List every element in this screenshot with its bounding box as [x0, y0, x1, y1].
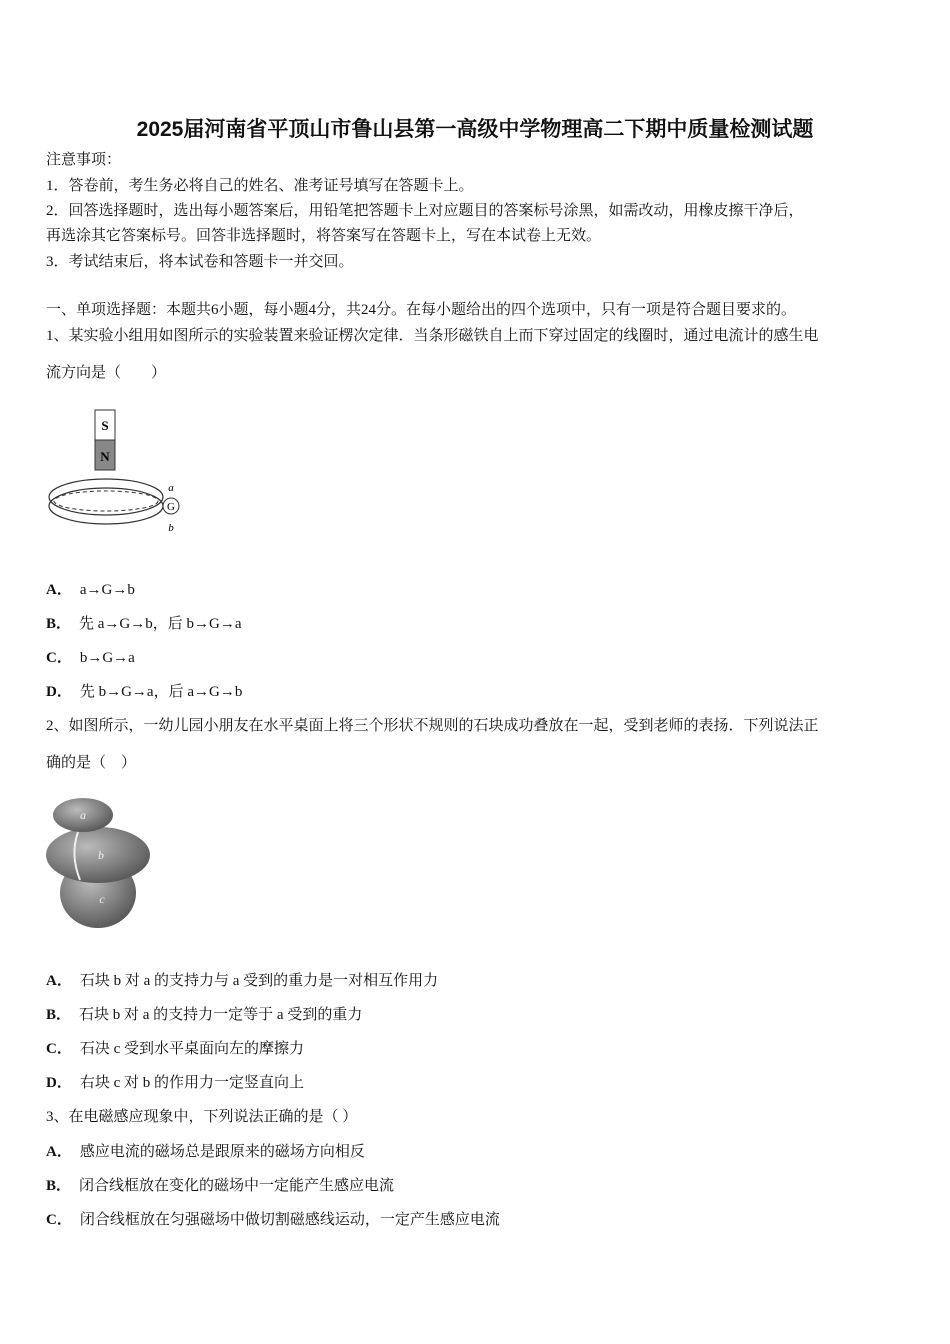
question-1-text: 流方向是（ ） — [46, 365, 167, 381]
option-3c[interactable] — [46, 1210, 500, 1230]
option-3a[interactable] — [46, 1142, 365, 1162]
option-text: 石块 b 对 a 的支持力与 a 受到的重力是一对相互作用力 — [79, 973, 439, 989]
option-text: 石块 b 对 a 的支持力一定等于 a 受到的重力 — [79, 1007, 363, 1023]
option-1c[interactable] — [46, 648, 135, 668]
option-label: B． — [46, 1178, 72, 1194]
option-label: B． — [46, 1007, 72, 1023]
option-label: C． — [46, 1212, 72, 1228]
option-label: D． — [46, 1075, 72, 1091]
point-a-label: a — [168, 482, 174, 494]
option-label: D． — [46, 684, 72, 700]
option-label: A． — [46, 1144, 72, 1160]
option-text: 感应电流的磁场总是跟原来的磁场方向相反 — [79, 1144, 365, 1160]
question-1-text: 1、某实验小组用如图所示的实验装置来验证楞次定律．当条形磁铁自上而下穿过固定的线圈时，通过电流计的感生电 — [46, 328, 819, 344]
stacked-stones-figure — [46, 795, 156, 930]
notice-item: 再选涂其它答案标号。回答非选择题时，将答案写在答题卡上，写在本试卷上无效。 — [46, 228, 602, 244]
option-2b[interactable] — [46, 1005, 362, 1025]
option-text: a→G→b — [79, 582, 135, 598]
galvanometer-label: G — [167, 501, 175, 513]
option-text: 右块 c 对 b 的作用力一定竖直向上 — [79, 1075, 305, 1091]
option-label: C． — [46, 1041, 72, 1057]
magnet-coil-figure — [46, 405, 196, 540]
option-text: 石决 c 受到水平桌面向左的摩擦力 — [79, 1041, 305, 1057]
option-label: B． — [46, 616, 72, 632]
question-3-text: 3、在电磁感应现象中，下列说法正确的是（ ） — [46, 1109, 358, 1125]
option-3b[interactable] — [46, 1176, 394, 1196]
option-2d[interactable] — [46, 1073, 304, 1093]
notice-item: 1．答卷前，考生务必将自己的姓名、准考证号填写在答题卡上。 — [46, 178, 474, 194]
option-text: b→G→a — [79, 650, 135, 666]
option-text: 先 a→G→b，后 b→G→a — [79, 616, 242, 632]
option-1d[interactable] — [46, 682, 242, 702]
notice-item: 3．考试结束后，将本试卷和答题卡一并交回。 — [46, 254, 354, 270]
option-1a[interactable] — [46, 580, 135, 600]
option-label: C． — [46, 650, 72, 666]
notice-item: 2．回答选择题时，选出每小题答案后，用铅笔把答题卡上对应题目的答案标号涂黑，如需改动，用橡皮擦干净后， — [46, 203, 804, 219]
question-2-text: 2、如图所示，一幼儿园小朋友在水平桌面上将三个形状不规则的石块成功叠放在一起，受到老师的表扬．下列说法正 — [46, 718, 819, 734]
question-2-text: 确的是（ ） — [46, 755, 137, 771]
stone-a-label: a — [80, 808, 86, 822]
option-text: 闭合线框放在匀强磁场中做切割磁感线运动，一定产生感应电流 — [79, 1212, 500, 1228]
magnet-n-label: N — [100, 449, 110, 464]
stone-c-label: c — [99, 892, 105, 906]
option-label: A． — [46, 582, 72, 598]
section-heading: 一、单项选择题：本题共6小题，每小题4分，共24分。在每小题给出的四个选项中，只有一项是符合题目要求的。 — [46, 302, 797, 318]
option-2c[interactable] — [46, 1039, 304, 1059]
option-text: 闭合线框放在变化的磁场中一定能产生感应电流 — [79, 1178, 395, 1194]
option-2a[interactable] — [46, 971, 438, 991]
page-title: 2025届河南省平顶山市鲁山县第一高级中学物理高二下期中质量检测试题 — [136, 118, 814, 141]
point-b-label: b — [168, 522, 174, 534]
option-label: A． — [46, 973, 72, 989]
stone-b-label: b — [98, 848, 104, 862]
notice-heading: 注意事项： — [46, 152, 122, 168]
magnet-s-label: S — [101, 418, 109, 433]
option-text: 先 b→G→a，后 a→G→b — [79, 684, 243, 700]
option-1b[interactable] — [46, 614, 242, 634]
